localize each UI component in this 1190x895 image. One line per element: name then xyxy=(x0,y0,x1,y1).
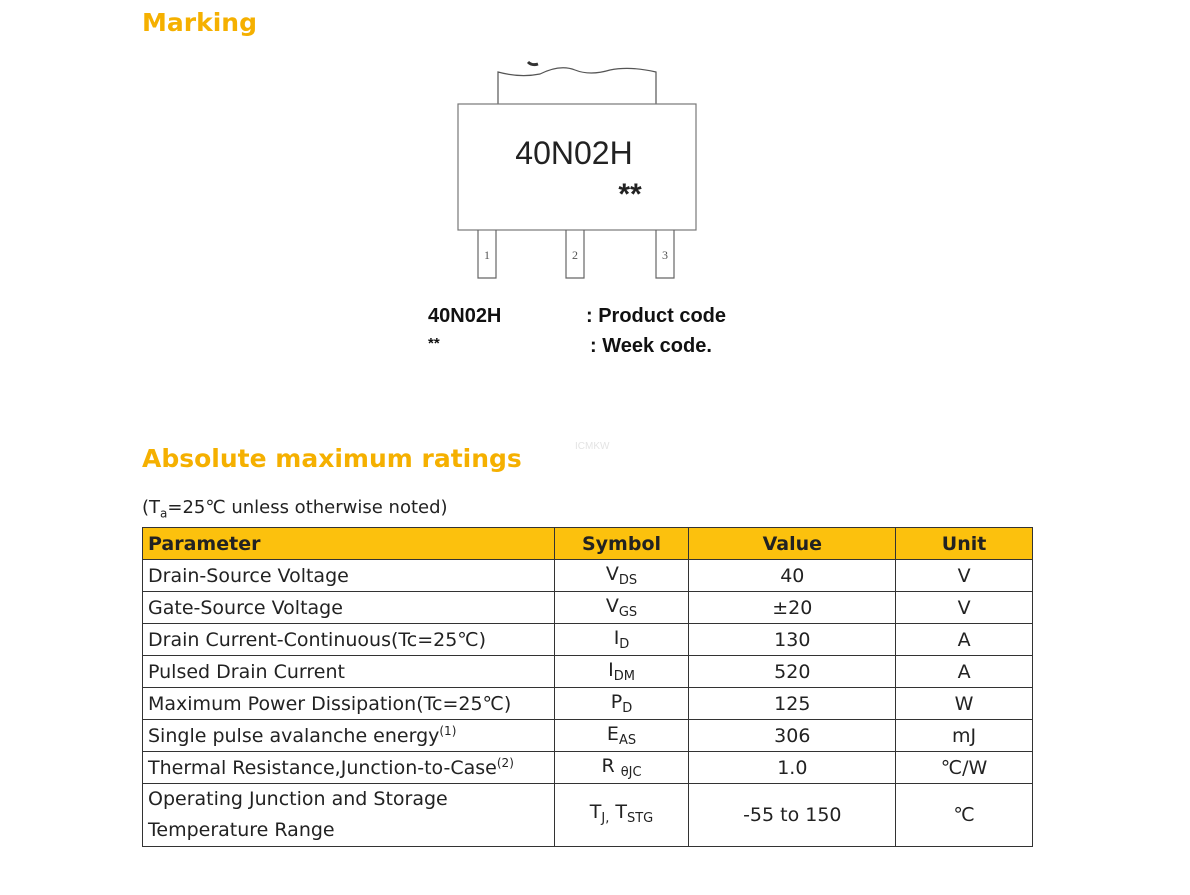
param-cell: Operating Junction and Storage Temperature Range xyxy=(143,784,555,847)
param-cell: Gate-Source Voltage xyxy=(143,592,555,624)
header-symbol: Symbol xyxy=(554,528,689,560)
unit-cell: A xyxy=(896,656,1033,688)
package-tab xyxy=(498,68,656,104)
unit-cell: ℃/W xyxy=(896,752,1033,784)
legend-week-code-label: ** xyxy=(428,335,440,352)
ratings-table xyxy=(142,527,1033,847)
package-marking-diagram xyxy=(440,44,710,284)
param-cell: Drain-Source Voltage xyxy=(143,560,555,592)
ratings-title: Absolute maximum ratings xyxy=(142,444,522,473)
package-code-text: 40N02H xyxy=(515,135,633,171)
legend-product-code-desc: : Product code xyxy=(586,305,727,327)
header-value: Value xyxy=(689,528,896,560)
param-cell: Single pulse avalanche energy$^{(1)}$ xyxy=(143,720,555,752)
param-cell: Thermal Resistance,Junction-to-Case$^{(2)}$ xyxy=(143,752,555,784)
pin-2-label: 2 xyxy=(572,248,578,262)
symbol-cell: R $_{\theta JC}$ xyxy=(554,752,689,784)
value-cell: 520 xyxy=(689,656,896,688)
tab-mark xyxy=(528,62,538,65)
header-parameter: Parameter xyxy=(143,528,555,560)
param-cell: Maximum Power Dissipation(Tc=25℃) xyxy=(143,688,555,720)
table-header-row xyxy=(143,528,1033,560)
value-cell: 125 xyxy=(689,688,896,720)
symbol-cell: $E_{AS}$ xyxy=(554,720,689,752)
table-row xyxy=(143,656,1033,688)
table-row xyxy=(143,720,1033,752)
param-cell: Pulsed Drain Current xyxy=(143,656,555,688)
param-cell: Drain Current-Continuous(Tc=25℃) xyxy=(143,624,555,656)
unit-cell: V xyxy=(896,560,1033,592)
unit-cell: W xyxy=(896,688,1033,720)
package-week-text: ** xyxy=(618,178,642,211)
value-cell: -55 to 150 xyxy=(689,784,896,847)
pin-3-label: 3 xyxy=(662,248,668,262)
value-cell: 40 xyxy=(689,560,896,592)
legend-week-code-desc: : Week code. xyxy=(590,335,712,357)
table-row xyxy=(143,592,1033,624)
symbol-cell: $P_D$ xyxy=(554,688,689,720)
symbol-cell: $T_{J,}$ $T_{STG}$ xyxy=(554,784,689,847)
table-row xyxy=(143,624,1033,656)
table-row xyxy=(143,688,1033,720)
legend-product-code-label: 40N02H xyxy=(428,305,502,327)
unit-cell: ℃ xyxy=(896,784,1033,847)
pin-1-label: 1 xyxy=(484,248,490,262)
table-row xyxy=(143,560,1033,592)
table-row xyxy=(143,752,1033,784)
value-cell: ±20 xyxy=(689,592,896,624)
condition-note: ($T_a=25℃$ unless otherwise noted) xyxy=(142,497,448,521)
value-cell: 1.0 xyxy=(689,752,896,784)
symbol-cell: $I_{DM}$ xyxy=(554,656,689,688)
table-row xyxy=(143,784,1033,847)
symbol-cell: $I_D$ xyxy=(554,624,689,656)
unit-cell: A xyxy=(896,624,1033,656)
value-cell: 306 xyxy=(689,720,896,752)
symbol-cell: $V_{GS}$ xyxy=(554,592,689,624)
unit-cell: V xyxy=(896,592,1033,624)
marking-title: Marking xyxy=(142,8,257,37)
header-unit: Unit xyxy=(896,528,1033,560)
value-cell: 130 xyxy=(689,624,896,656)
symbol-cell: $V_{DS}$ xyxy=(554,560,689,592)
unit-cell: mJ xyxy=(896,720,1033,752)
watermark: ICMKW xyxy=(575,441,610,452)
